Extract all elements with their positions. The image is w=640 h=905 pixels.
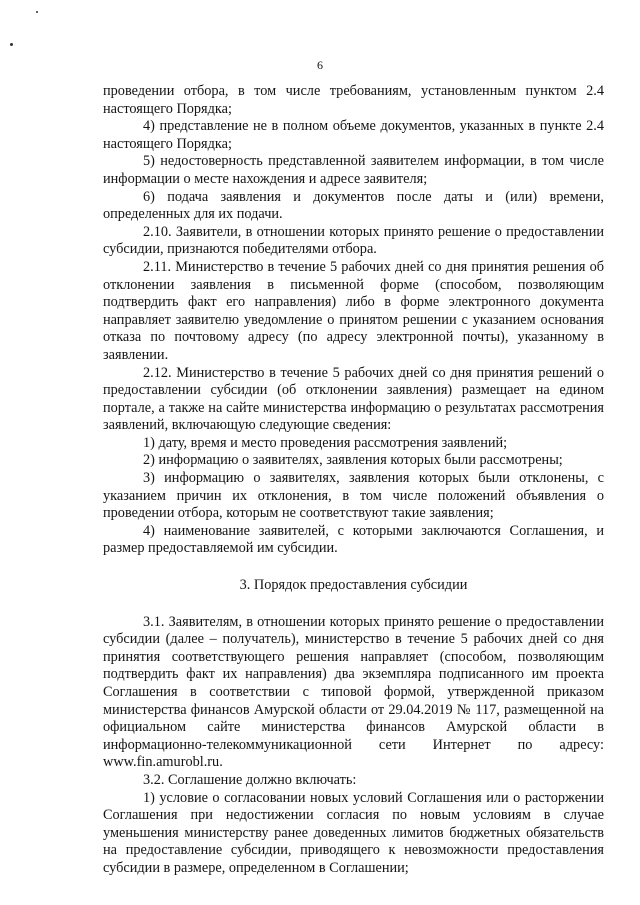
clause-2-12: 2.12. Министерство в течение 5 рабочих дней со дня принятия решений о предоставлении субсидии (об отклонении заявления) размещает на едином портале, а также на сайте министерства информацию о результатах рассмотрения заявлений, включающую следующие сведения: — [103, 364, 604, 434]
clause-3-2: 3.2. Соглашение должно включать: — [143, 771, 357, 788]
scan-speck — [36, 11, 38, 13]
list-item-1: 1) дату, время и место проведения рассмотрения заявлений; — [143, 434, 508, 451]
list-item-5: 5) недостоверность представленной заявителем информации, в том числе информации о месте нахождения и адресе заявителя; — [103, 153, 604, 187]
page-number: 6 — [317, 58, 323, 72]
document-body — [103, 83, 604, 878]
clause-3-2-item-1: 1) условие о согласовании новых условий Соглашения или о расторжении Соглашения при недостижении согласия по новым условиям в случае уменьшения министерству ранее доведенных лимитов бюджетных обязательств на предоставление субсидии, приводящего к невозможности предоставления субсидии в размере, определенном в Соглашении; — [103, 789, 604, 876]
clause-2-11: 2.11. Министерство в течение 5 рабочих дней со дня принятия решения об отклонении заявления в письменной форме (способом, позволяющим подтвердить факт его направления) либо в форме электронного документа направляет заявителю уведомление о принятом решении с указанием основания отказа по почтовому адресу (по адресу электронной почты), указанному в заявлении. — [103, 258, 604, 363]
list-item-2: 2) информацию о заявителях, заявления которых были рассмотрены; — [143, 452, 563, 469]
paragraph-continuation: проведении отбора, в том числе требованиям, установленным пунктом 2.4 настоящего Порядка; — [103, 83, 604, 117]
list-item-4b: 4) наименование заявителей, с которыми заключаются Соглашения, и размер предоставляемой им субсидии. — [103, 522, 604, 557]
clause-2-10: 2.10. Заявители, в отношении которых принято решение о предоставлении субсидии, признаются победителями отбора. — [103, 223, 604, 258]
list-item-6: 6) подача заявления и документов после даты и (или) времени, определенных для их подачи. — [103, 188, 604, 223]
list-item-3: 3) информацию о заявителях, заявления которых были отклонены, с указанием причин их отклонения, в том числе положений объявления о проведении отбора, которым не соответствуют такие заявления; — [103, 470, 604, 522]
section-heading: 3. Порядок предоставления субсидии — [239, 577, 468, 594]
scan-speck — [10, 43, 13, 46]
list-item-4: 4) представление не в полном объеме документов, указанных в пункте 2.4 настоящего Порядка; — [103, 118, 604, 152]
clause-3-1: 3.1. Заявителям, в отношении которых принято решение о предоставлении субсидии (далее – получатель), министерство в течение 5 рабочих дней со дня принятия соответствующего решения направляет (способом, позволяющим подтвердить факт их направления) два экземпляра подписанного им проекта Соглашения в соответствии с типовой формой, утвержденной приказом министерства финансов Амурской области от 29.04.2019 № 117, размещенной на официальном сайте министерства финансов Амурской области в информационно-телекоммуникационной сети Интернет по адресу: www.fin.amurobl.ru. — [103, 613, 604, 771]
